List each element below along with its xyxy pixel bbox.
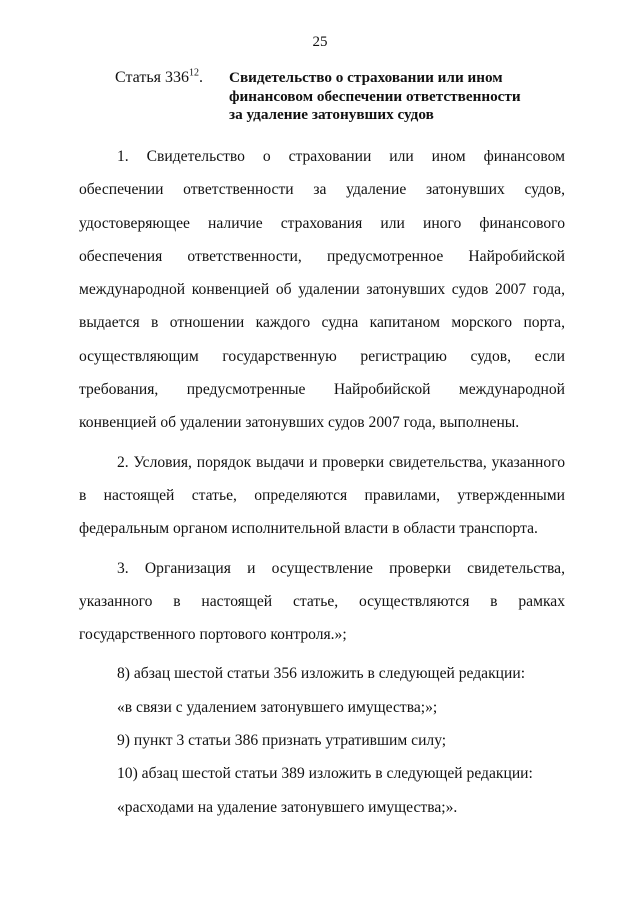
- amendment-item-9: 9) пункт 3 статьи 386 признать утратившим силу;: [117, 732, 447, 750]
- article-title: [229, 69, 559, 125]
- amendment-text-10: «расходами на удаление затонувшего имущества;».: [117, 798, 458, 816]
- article-label-suffix: .: [198, 69, 203, 86]
- article-title-line: финансовом обеспечении ответственности: [229, 87, 521, 105]
- paragraph-1: 1. Свидетельство о страховании или ином финансовом обеспечении ответственности за удаление затонувших судов, удостоверяющее наличие страхования или иного финансового обеспечения ответственности, предусмотренное Найробийской международной конвенцией об удалении затонувших судов 2007 года, выдается в отношении каждого судна капитаном морского порта, осуществляющим государственную регистрацию судов, если требования, предусмотренные Найробийской международной конвенцией об удалении затонувших судов 2007 года, выполнены.: [79, 148, 565, 432]
- article-label-text: Статья 336: [115, 69, 189, 86]
- article-label: [115, 69, 203, 87]
- page-number: 25: [312, 34, 328, 50]
- amendment-text-8: «в связи с удалением затонувшего имущества;»;: [117, 698, 438, 716]
- amendment-item-8: 8) абзац шестой статьи 356 изложить в следующей редакции:: [117, 665, 526, 683]
- article-title-line: за удаление затонувших судов: [229, 106, 434, 123]
- paragraph-2: 2. Условия, порядок выдачи и проверки свидетельства, указанного в настоящей статье, определяются правилами, утвержденными федеральным органом исполнительной власти в области транспорта.: [79, 453, 565, 538]
- article-label-superscript: 12: [188, 67, 199, 79]
- paragraph-3: 3. Организация и осуществление проверки свидетельства, указанного в настоящей статье, осуществляются в рамках государственного портового контроля.»;: [79, 559, 565, 644]
- article-title-line: Свидетельство о страховании или ином: [229, 69, 503, 86]
- document-body: [79, 140, 565, 824]
- amendment-item-10: 10) абзац шестой статьи 389 изложить в следующей редакции:: [117, 765, 533, 783]
